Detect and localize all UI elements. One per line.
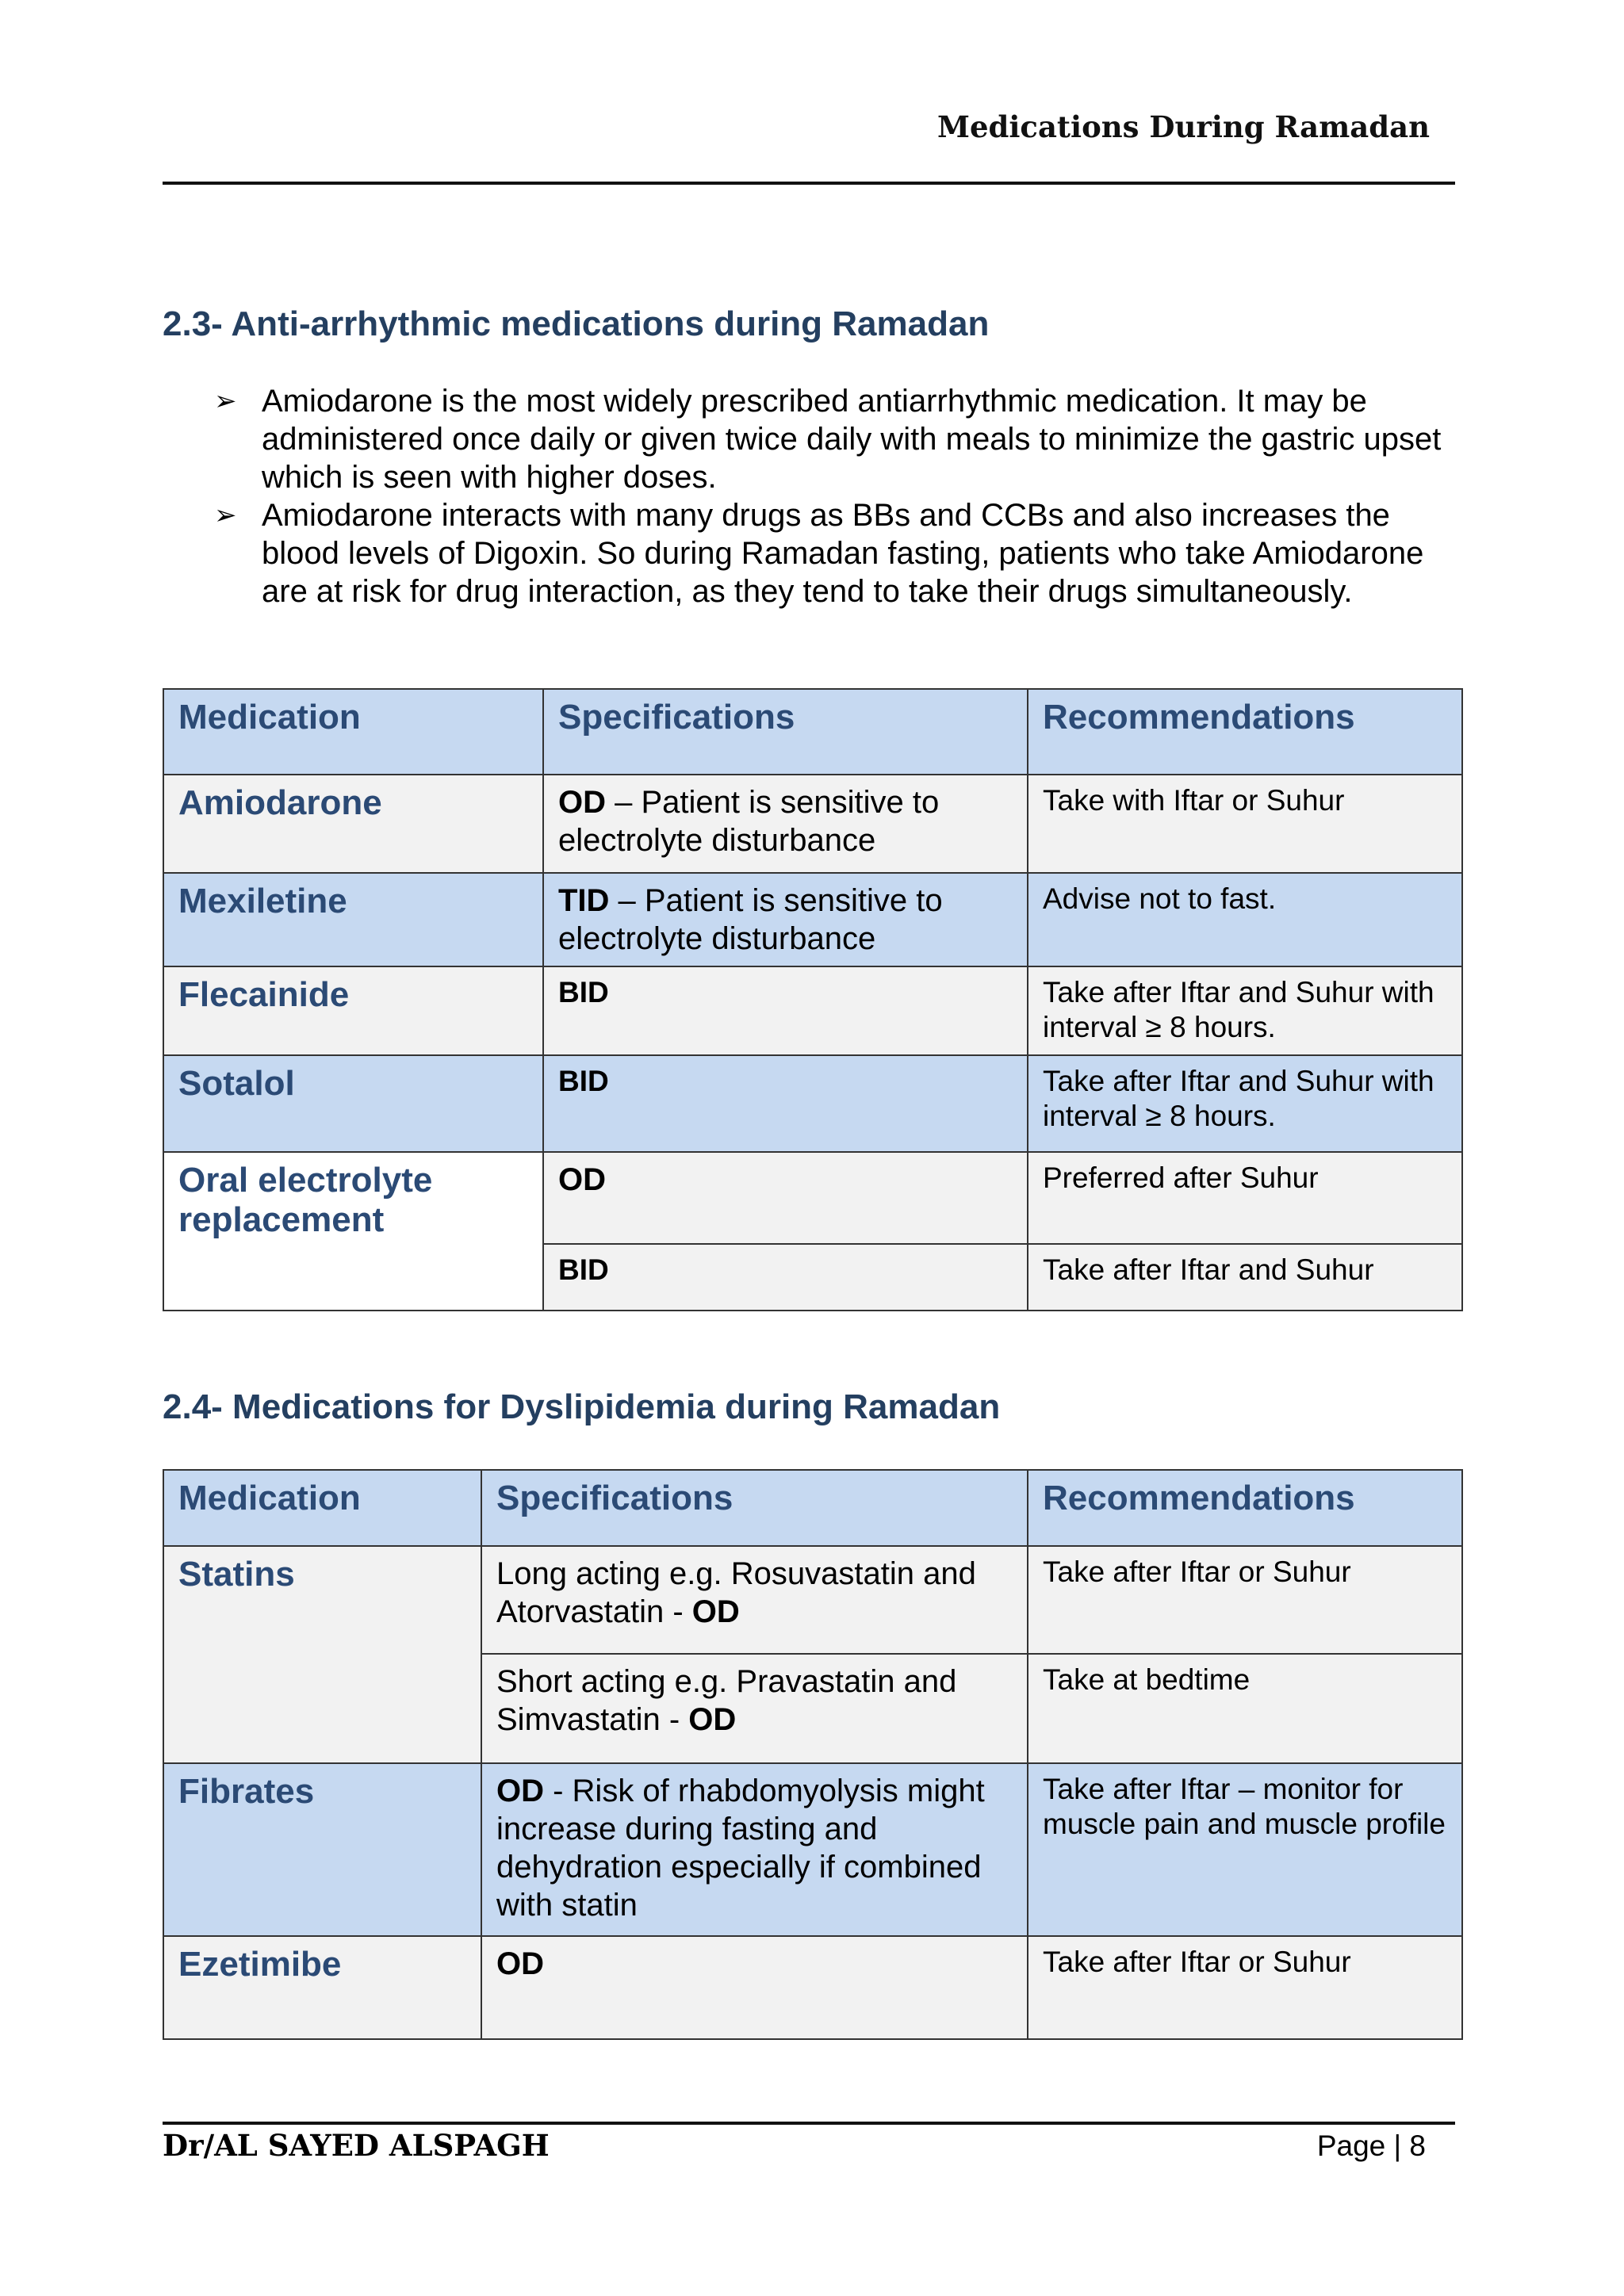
arrow-bullet-icon: ➢ bbox=[214, 386, 237, 416]
bullet-list bbox=[214, 382, 1451, 610]
specification-cell bbox=[543, 873, 1028, 966]
table-row bbox=[163, 775, 1462, 873]
table-row bbox=[163, 1152, 1462, 1244]
recommendation-cell: Advise not to fast. bbox=[1028, 873, 1462, 966]
footer-author: Dr/AL SAYED ALSPAGH bbox=[163, 2128, 550, 2163]
specification-cell bbox=[481, 1654, 1028, 1763]
specification-cell: OD bbox=[543, 1152, 1028, 1244]
recommendation-cell: Take after Iftar and Suhur with interval ≥ 8 hours. bbox=[1028, 966, 1462, 1055]
table-row bbox=[163, 1055, 1462, 1152]
specification-text: – Patient is sensitive to electrolyte disturbance bbox=[558, 883, 943, 956]
table-header-row bbox=[163, 689, 1462, 775]
column-header-recommendations: Recommendations bbox=[1028, 1470, 1462, 1546]
recommendation-cell: Preferred after Suhur bbox=[1028, 1152, 1462, 1244]
column-header-specifications: Specifications bbox=[543, 689, 1028, 775]
table-header-row bbox=[163, 1470, 1462, 1546]
medication-cell: Statins bbox=[163, 1546, 481, 1763]
bullet-text: Amiodarone is the most widely prescribed antiarrhythmic medication. It may be administered once daily or given twice daily with meals to minimize the gastric upset which is seen with higher doses. bbox=[262, 384, 1442, 495]
column-header-medication: Medication bbox=[163, 1470, 481, 1546]
medication-cell: Fibrates bbox=[163, 1763, 481, 1936]
footer-divider bbox=[163, 2122, 1455, 2125]
specification-cell: BID bbox=[543, 1055, 1028, 1152]
section-heading-anti-arrhythmic: 2.3- Anti-arrhythmic medications during Ramadan bbox=[163, 304, 990, 343]
page-header-title: Medications During Ramadan bbox=[937, 109, 1430, 144]
table-row bbox=[163, 966, 1462, 1055]
medication-cell: Oral electrolyte replacement bbox=[163, 1152, 543, 1311]
table-row bbox=[163, 1763, 1462, 1936]
specification-cell bbox=[543, 775, 1028, 873]
recommendation-cell: Take after Iftar or Suhur bbox=[1028, 1936, 1462, 2039]
column-header-recommendations: Recommendations bbox=[1028, 689, 1462, 775]
medication-cell: Ezetimibe bbox=[163, 1936, 481, 2039]
header-divider bbox=[163, 182, 1455, 185]
table-row bbox=[163, 1546, 1462, 1654]
specification-cell: OD bbox=[481, 1936, 1028, 2039]
medication-cell: Sotalol bbox=[163, 1055, 543, 1152]
recommendation-cell: Take at bedtime bbox=[1028, 1654, 1462, 1763]
medication-cell: Mexiletine bbox=[163, 873, 543, 966]
recommendation-cell: Take after Iftar or Suhur bbox=[1028, 1546, 1462, 1654]
table-row bbox=[163, 873, 1462, 966]
recommendation-cell: Take after Iftar – monitor for muscle pain and muscle profile bbox=[1028, 1763, 1462, 1936]
dyslipidemia-table bbox=[163, 1469, 1463, 2040]
bullet-text: Amiodarone interacts with many drugs as BBs and CCBs and also increases the blood levels of Digoxin. So during Ramadan fasting, patients who take Amiodarone are at risk for drug interaction, as they tend to take their drugs simultaneously. bbox=[262, 498, 1424, 609]
recommendation-cell: Take after Iftar and Suhur with interval ≥ 8 hours. bbox=[1028, 1055, 1462, 1152]
specification-cell: BID bbox=[543, 1244, 1028, 1311]
specification-cell bbox=[481, 1763, 1028, 1936]
dose-label: OD bbox=[496, 1774, 544, 1808]
specification-text: Long acting e.g. Rosuvastatin and Atorvastatin - bbox=[496, 1556, 976, 1629]
specification-text: - Risk of rhabdomyolysis might increase during fasting and dehydration especially if combined with statin bbox=[496, 1774, 985, 1923]
column-header-specifications: Specifications bbox=[481, 1470, 1028, 1546]
section-heading-dyslipidemia: 2.4- Medications for Dyslipidemia during Ramadan bbox=[163, 1387, 1001, 1426]
recommendation-cell: Take with Iftar or Suhur bbox=[1028, 775, 1462, 873]
dose-label: TID bbox=[558, 883, 610, 918]
recommendation-cell: Take after Iftar and Suhur bbox=[1028, 1244, 1462, 1311]
table-row bbox=[163, 1936, 1462, 2039]
antiarrhythmic-table bbox=[163, 688, 1463, 1311]
dose-label: OD bbox=[691, 1594, 740, 1629]
column-header-medication: Medication bbox=[163, 689, 543, 775]
list-item bbox=[214, 382, 1451, 496]
medication-cell: Amiodarone bbox=[163, 775, 543, 873]
specification-text: – Patient is sensitive to electrolyte disturbance bbox=[558, 785, 940, 858]
page-number: Page | 8 bbox=[1316, 2130, 1426, 2162]
specification-cell: BID bbox=[543, 966, 1028, 1055]
list-item bbox=[214, 496, 1451, 610]
medication-cell: Flecainide bbox=[163, 966, 543, 1055]
specification-text: Short acting e.g. Pravastatin and Simvastatin - bbox=[496, 1664, 957, 1737]
dose-label: OD bbox=[688, 1702, 737, 1737]
specification-cell bbox=[481, 1546, 1028, 1654]
dose-label: OD bbox=[558, 785, 606, 820]
arrow-bullet-icon: ➢ bbox=[214, 500, 237, 530]
